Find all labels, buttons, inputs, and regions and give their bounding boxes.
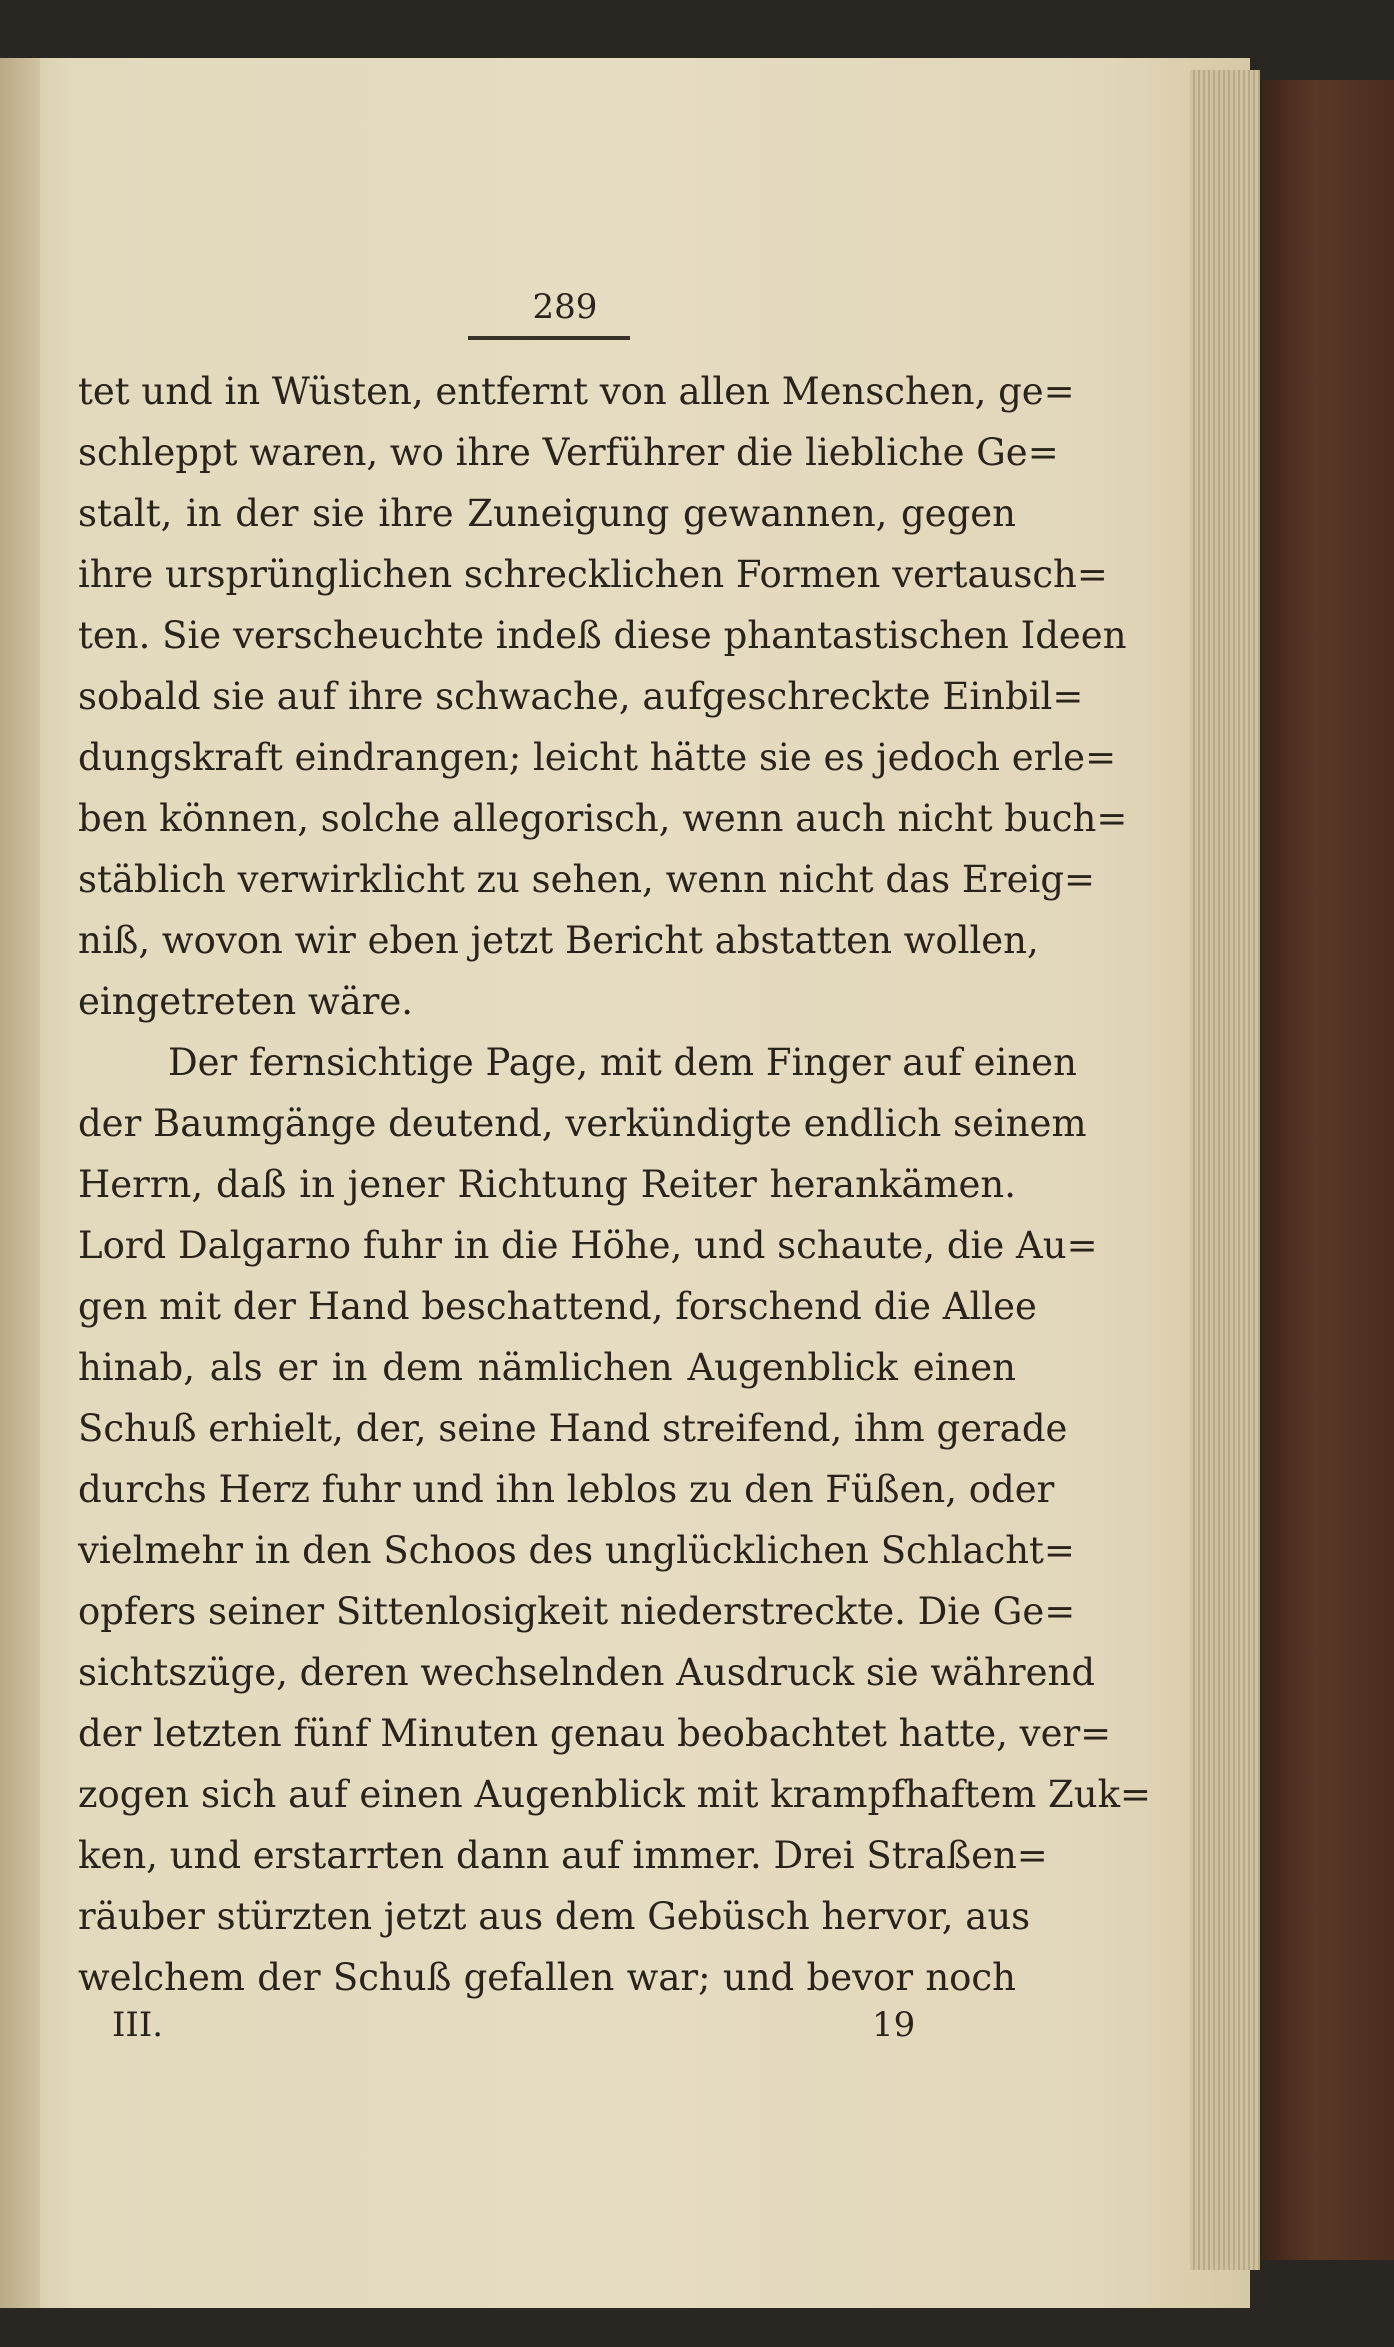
text-line-27: welchem der Schuß gefallen war; und bevor noch (78, 1956, 1016, 1999)
page-number: 289 (532, 287, 598, 327)
text-line-18: Schuß erhielt, der, seine Hand streifend, ihm gerade (78, 1407, 1068, 1450)
text-line-21: opfers seiner Sittenlosigkeit niederstreckte. Die Ge= (78, 1590, 1076, 1633)
text-line-9: stäblich verwirklicht zu sehen, wenn nicht das Ereig= (78, 858, 1096, 901)
text-line-24: zogen sich auf einen Augenblick mit krampfhaftem Zuk= (78, 1773, 1152, 1816)
sheet-number: 19 (872, 2005, 916, 2045)
text-line-14: Herrn, daß in jener Richtung Reiter herankämen. (78, 1163, 1016, 1206)
text-line-1: tet und in Wüsten, entfernt von allen Menschen, ge= (78, 370, 1075, 413)
gutter-shadow (0, 58, 40, 2308)
text-line-12: Der fernsichtige Page, mit dem Finger auf einen (168, 1041, 1077, 1084)
text-line-7: dungskraft eindrangen; leicht hätte sie es jedoch erle= (78, 736, 1117, 779)
page-edges (1190, 70, 1260, 2270)
text-line-17: hinab, als er in dem nämlichen Augenblick einen (78, 1346, 1016, 1389)
text-line-25: ken, und erstarrten dann auf immer. Drei Straßen= (78, 1834, 1048, 1877)
text-line-19: durchs Herz fuhr und ihn leblos zu den Füßen, oder (78, 1468, 1055, 1511)
book-cover-edge (1262, 80, 1394, 2260)
text-line-4: ihre ursprünglichen schrecklichen Formen vertausch= (78, 553, 1108, 596)
header-rule (468, 336, 630, 340)
text-line-23: der letzten fünf Minuten genau beobachtet hatte, ver= (78, 1712, 1112, 1755)
text-line-20: vielmehr in den Schoos des unglücklichen Schlacht= (78, 1529, 1075, 1572)
text-line-11: eingetreten wäre. (78, 980, 414, 1023)
text-line-10: niß, wovon wir eben jetzt Bericht abstatten wollen, (78, 919, 1039, 962)
text-line-26: räuber stürzten jetzt aus dem Gebüsch hervor, aus (78, 1895, 1031, 1938)
text-line-5: ten. Sie verscheuchte indeß diese phantastischen Ideen (78, 614, 1127, 657)
text-line-16: gen mit der Hand beschattend, forschend die Allee (78, 1285, 1037, 1328)
text-line-22: sichtszüge, deren wechselnden Ausdruck sie während (78, 1651, 1096, 1694)
text-line-6: sobald sie auf ihre schwache, aufgeschreckte Einbil= (78, 675, 1084, 718)
text-line-8: ben können, solche allegorisch, wenn auch nicht buch= (78, 797, 1128, 840)
text-line-13: der Baumgänge deutend, verkündigte endlich seinem (78, 1102, 1087, 1145)
text-line-3: stalt, in der sie ihre Zuneigung gewannen, gegen (78, 492, 1016, 535)
signature-mark: III. (112, 2005, 164, 2045)
text-line-2: schleppt waren, wo ihre Verführer die liebliche Ge= (78, 431, 1059, 474)
text-line-15: Lord Dalgarno fuhr in die Höhe, und schaute, die Au= (78, 1224, 1098, 1267)
